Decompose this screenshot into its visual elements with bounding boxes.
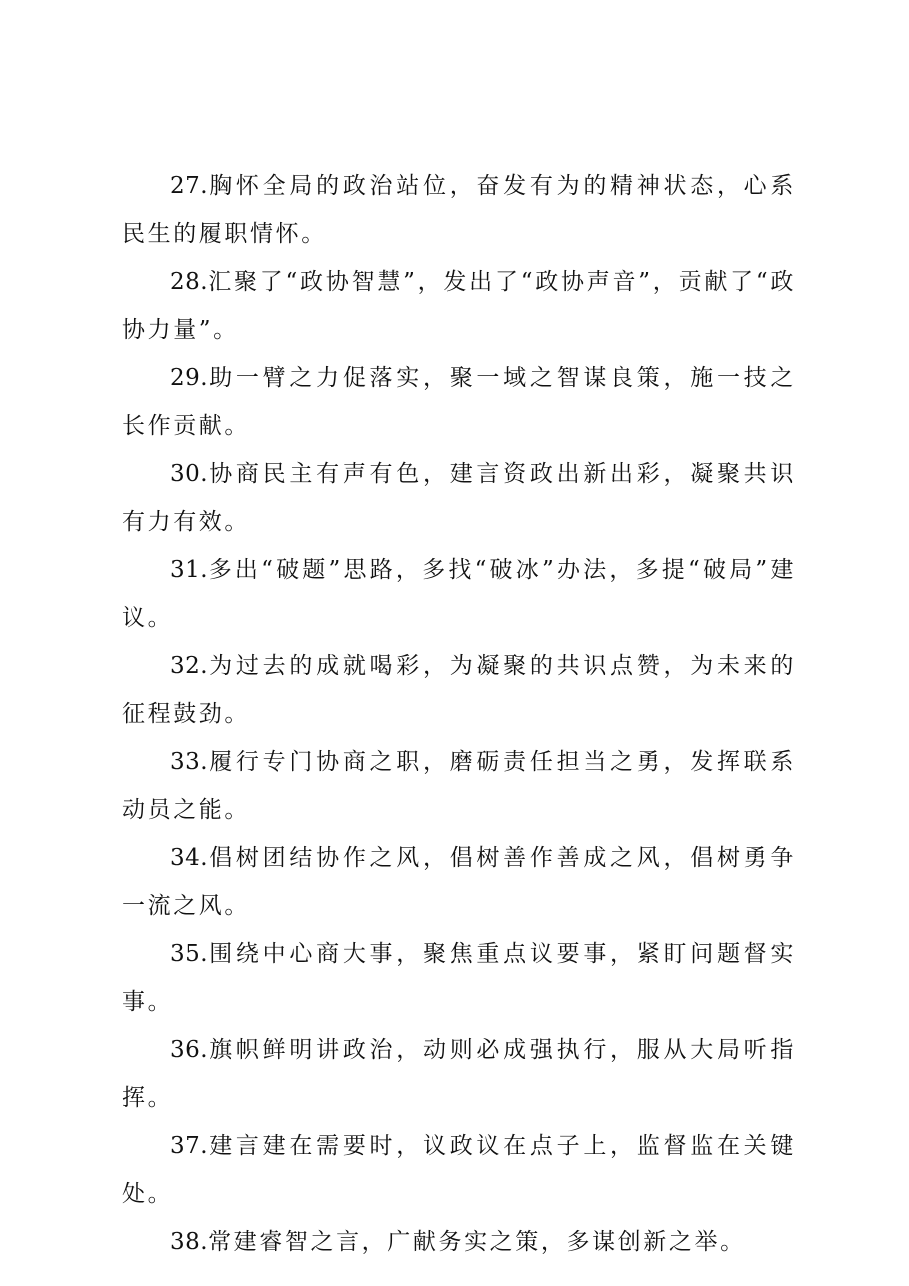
paragraph-27	[122, 162, 796, 258]
paragraph-number: 27.	[170, 173, 209, 199]
document-body	[122, 162, 796, 1266]
paragraph-number: 29.	[170, 365, 209, 391]
paragraph-34	[122, 834, 796, 930]
paragraph-number: 33.	[170, 749, 209, 775]
paragraph-text: 汇聚了“政协智慧”，发出了“政协声音”，贡献了“政协力量”。	[122, 269, 796, 343]
paragraph-number: 37.	[170, 1133, 209, 1159]
paragraph-text: 助一臂之力促落实，聚一域之智谋良策，施一技之长作贡献。	[122, 365, 796, 439]
paragraph-36	[122, 1026, 796, 1122]
paragraph-text: 围绕中心商大事，聚焦重点议要事，紧盯问题督实事。	[122, 941, 796, 1015]
paragraph-text: 协商民主有声有色，建言资政出新出彩，凝聚共识有力有效。	[122, 461, 796, 535]
paragraph-text: 旗帜鲜明讲政治，动则必成强执行，服从大局听指挥。	[122, 1037, 796, 1111]
paragraph-number: 35.	[170, 941, 209, 967]
paragraph-text: 倡树团结协作之风，倡树善作善成之风，倡树勇争一流之风。	[122, 845, 796, 919]
paragraph-text: 履行专门协商之职，磨砺责任担当之勇，发挥联系动员之能。	[122, 749, 796, 823]
paragraph-number: 36.	[170, 1037, 209, 1063]
paragraph-text: 胸怀全局的政治站位，奋发有为的精神状态，心系民生的履职情怀。	[122, 173, 796, 247]
paragraph-37	[122, 1122, 796, 1218]
paragraph-28	[122, 258, 796, 354]
paragraph-31	[122, 546, 796, 642]
paragraph-number: 38.	[170, 1229, 209, 1255]
paragraph-number: 32.	[170, 653, 209, 679]
paragraph-number: 28.	[170, 269, 209, 295]
paragraph-text: 常建睿智之言，广献务实之策，多谋创新之举。	[208, 1229, 746, 1255]
paragraph-32	[122, 642, 796, 738]
paragraph-number: 31.	[170, 557, 209, 583]
paragraph-text: 建言建在需要时，议政议在点子上，监督监在关键处。	[122, 1133, 796, 1207]
paragraph-text: 多出“破题”思路，多找“破冰”办法，多提“破局”建议。	[122, 557, 796, 631]
paragraph-text: 为过去的成就喝彩，为凝聚的共识点赞，为未来的征程鼓劲。	[122, 653, 796, 727]
paragraph-29	[122, 354, 796, 450]
paragraph-33	[122, 738, 796, 834]
paragraph-38	[122, 1218, 796, 1266]
paragraph-35	[122, 930, 796, 1026]
paragraph-number: 30.	[170, 461, 209, 487]
paragraph-number: 34.	[170, 845, 209, 871]
paragraph-30	[122, 450, 796, 546]
